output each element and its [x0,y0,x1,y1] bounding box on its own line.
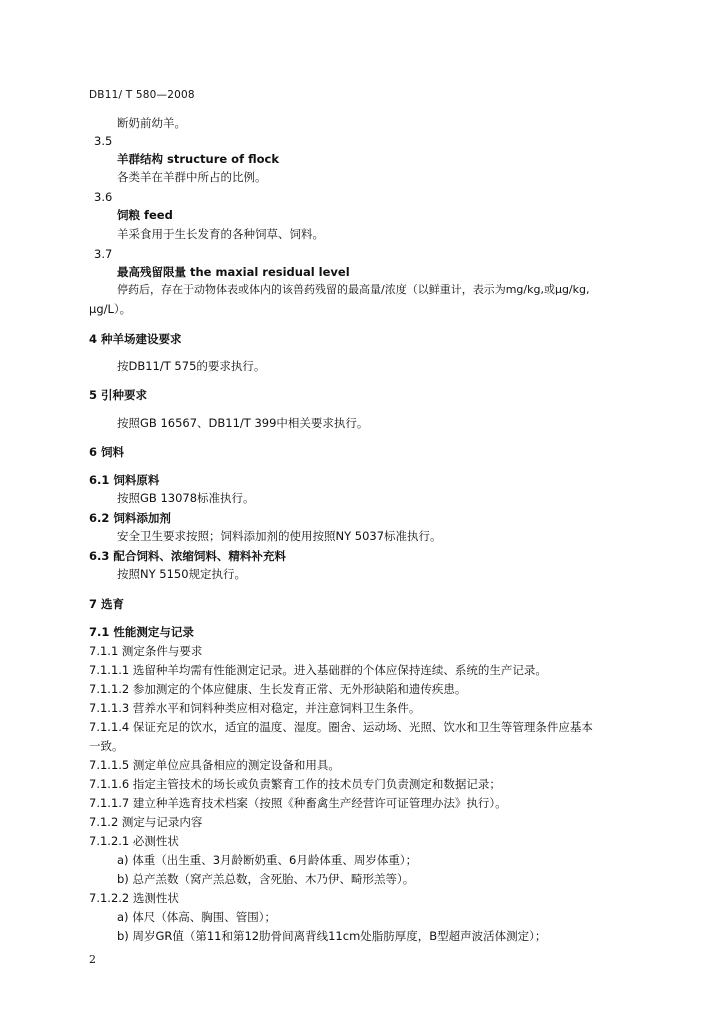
list-item: a) 体重（出生重、3月龄断奶重、6月龄体重、周岁体重）； [117,853,418,867]
clause-text: 7.1.1.6 指定主管技术的场长或负责繁育工作的技术员专门负责测定和数据记录； [89,777,501,791]
clause-text: 7.1.1.2 参加测定的个体应健康、生长发育正常、无外形缺陷和遗传疾患。 [89,682,467,696]
section-heading: 6 饲料 [89,445,125,459]
body-text: 按照GB 13078标准执行。 [117,491,255,505]
term-title: 饲粮 feed [117,208,173,222]
section-heading: 7 选育 [89,597,125,611]
body-text: 断奶前幼羊。 [117,116,186,130]
subsection-heading: 7.1 性能测定与记录 [89,625,194,639]
term-definition: 各类羊在羊群中所占的比例。 [117,170,267,184]
clause-heading: 7.1.2.1 必测性状 [89,834,179,848]
term-definition: 羊采食用于生长发育的各种饲草、饲料。 [117,227,324,241]
clause-text: 7.1.1.4 保证充足的饮水，适宜的温度、湿度。圈舍、运动场、光照、饮水和卫生等管理条件应基本 [89,720,593,734]
clause-heading: 7.1.2 测定与记录内容 [89,815,203,829]
section-heading: 5 引种要求 [89,388,148,402]
document-code-header: DB11/ T 580—2008 [89,89,195,101]
subsection-heading: 6.3 配合饲料、浓缩饲料、精料补充料 [89,549,286,563]
clause-text: 7.1.1.3 营养水平和饲料种类应相对稳定，并注意饲料卫生条件。 [89,701,421,715]
body-text: 安全卫生要求按照；饲料添加剂的使用按照NY 5037标准执行。 [117,529,442,543]
subsection-heading: 6.1 饲料原料 [89,473,160,487]
list-item: a) 体尺（体高、胸围、管围）； [117,910,276,924]
term-definition-continued: μg/L）。 [89,302,132,316]
clause-text: 7.1.1.7 建立种羊选育技术档案（按照《种畜禽生产经营许可证管理办法》执行）。 [89,796,507,810]
clause-number: 3.5 [94,134,113,148]
subsection-heading: 6.2 饲料添加剂 [89,511,171,525]
clause-heading: 7.1.2.2 选测性状 [89,891,179,905]
clause-text-continued: 一致。 [89,739,124,753]
clause-heading: 7.1.1 测定条件与要求 [89,644,203,658]
section-heading: 4 种羊场建设要求 [89,332,182,346]
term-title: 羊群结构 structure of flock [117,152,279,166]
clause-text: 7.1.1.5 测定单位应具备相应的测定设备和用具。 [89,758,340,772]
term-definition: 停药后，存在于动物体表或体内的该兽药残留的最高量/浓度（以鲜重计，表示为mg/kg,或μg/kg, [117,283,590,296]
list-item: b) 周岁GR值（第11和第12肋骨间离背线11cm处脂肪厚度，B型超声波活体测定）； [117,929,547,943]
term-title: 最高残留限量 the maxial residual level [117,265,350,279]
clause-number: 3.7 [94,247,113,261]
page-number: 2 [89,953,96,966]
body-text: 按照NY 5150规定执行。 [117,567,247,581]
clause-text: 7.1.1.1 选留种羊均需有性能测定记录。进入基础群的个体应保持连续、系统的生产记录。 [89,663,547,677]
clause-number: 3.6 [94,190,113,204]
body-text: 按照GB 16567、DB11/T 399中相关要求执行。 [117,416,369,430]
body-text: 按DB11/T 575的要求执行。 [117,359,266,373]
list-item: b) 总产羔数（窝产羔总数，含死胎、木乃伊、畸形羔等）。 [117,872,415,886]
